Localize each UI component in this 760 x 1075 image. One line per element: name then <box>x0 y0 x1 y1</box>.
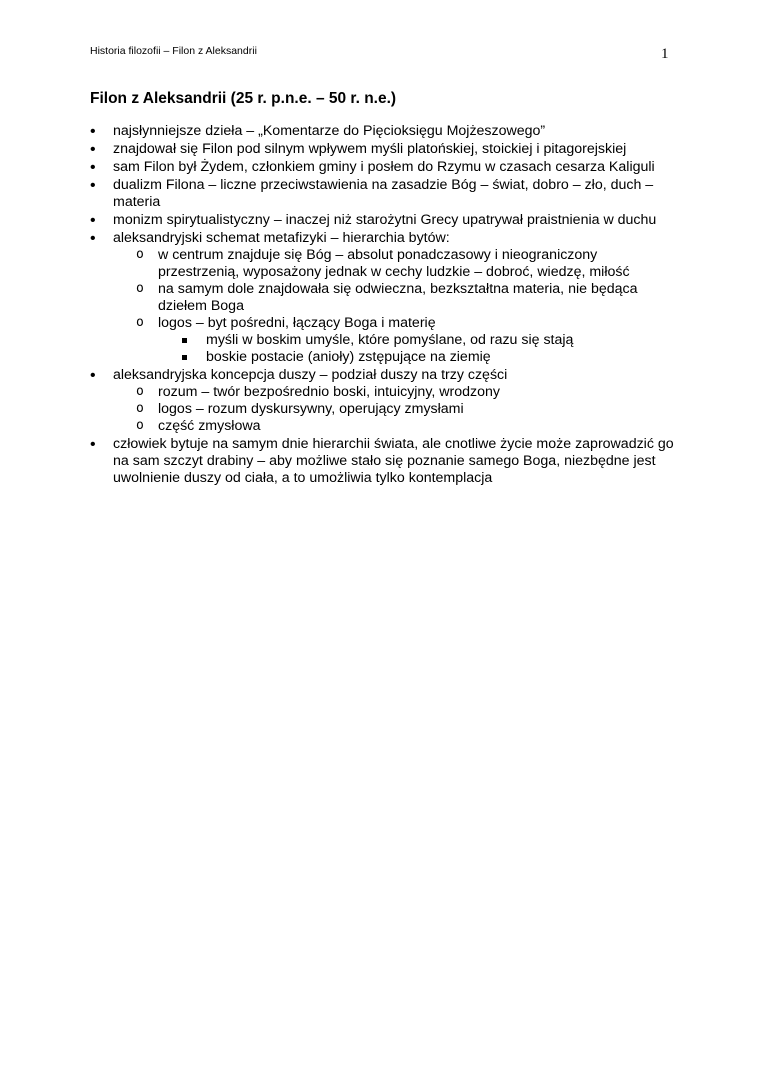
list-item: • dualizm Filona – liczne przeciwstawienia na zasadzie Bóg – świat, dobro – zło, duch – materia <box>90 177 680 211</box>
list-item-text: aleksandryjski schemat metafizyki – hierarchia bytów: <box>113 230 450 246</box>
list-item: • najsłynniejsze dzieła – „Komentarze do Pięcioksięgu Mojżeszowego” <box>90 123 680 140</box>
sub-list-item: o część zmysłowa <box>136 418 680 435</box>
list-item: • człowiek bytuje na samym dnie hierarchii świata, ale cnotliwe życie może zaprowadzić go na sam szczyt drabiny – aby możliwe stało się poznanie samego Boga, niezbędne jest uwolnienie duszy od ciała, a to umożliwia tylko kontemplacja <box>90 436 680 487</box>
list-item: • znajdował się Filon pod silnym wpływem myśli platońskiej, stoickiej i pitagorejskiej <box>90 141 680 158</box>
bullet-list <box>90 123 680 487</box>
list-item: • monizm spirytualistyczny – inaczej niż starożytni Grecy upatrywał praistnienia w duchu <box>90 212 680 229</box>
page-number: 1 <box>661 46 669 62</box>
sub-list-item-text: logos – byt pośredni, łączący Boga i materię <box>158 315 436 331</box>
document-body <box>90 123 680 488</box>
sub-list-item: o w centrum znajduje się Bóg – absolut ponadczasowy i nieograniczony przestrzenią, wyposażony jednak w cechy ludzkie – dobroć, wiedzę, miłość <box>136 247 680 281</box>
sub-list-item: o logos – rozum dyskursywny, operujący zmysłami <box>136 401 680 418</box>
running-header: Historia filozofii – Filon z Aleksandrii <box>90 45 257 57</box>
sub-sub-list-item: boskie postacie (anioły) zstępujące na ziemię <box>181 349 680 366</box>
sub-sub-list-item: myśli w boskim umyśle, które pomyślane, od razu się stają <box>181 332 680 349</box>
list-item <box>90 230 680 366</box>
list-item: • sam Filon był Żydem, członkiem gminy i posłem do Rzymu w czasach cesarza Kaliguli <box>90 159 680 176</box>
sub-sub-list <box>181 332 680 366</box>
list-item-text: aleksandryjska koncepcja duszy – podział duszy na trzy części <box>113 367 508 383</box>
sub-list <box>136 384 680 435</box>
sub-list <box>136 247 680 366</box>
sub-list-item <box>136 315 680 366</box>
sub-list-item: o na samym dole znajdowała się odwieczna, bezkształtna materia, nie będąca dziełem Boga <box>136 281 680 315</box>
list-item <box>90 367 680 435</box>
document-title: Filon z Aleksandrii (25 r. p.n.e. – 50 r. n.e.) <box>90 90 397 107</box>
sub-list-item: o rozum – twór bezpośrednio boski, intuicyjny, wrodzony <box>136 384 680 401</box>
